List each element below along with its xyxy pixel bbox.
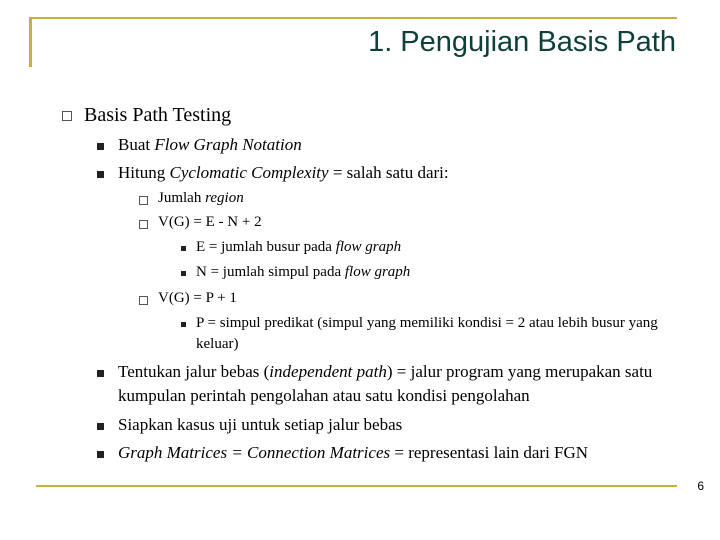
item-p-definition-line1: P = simpul predikat (simpul yang memiliki kondisi = 2 atau lebih busur yang <box>196 315 658 331</box>
item-tentukan-line2: kumpulan perintah pengolahan atau satu kondisi pengolahan <box>118 386 530 405</box>
item-siapkan: Siapkan kasus uji untuk setiap jalur bebas <box>118 415 403 434</box>
hollow-square-bullet-icon <box>139 196 148 205</box>
hollow-square-bullet-icon <box>62 111 72 121</box>
item-jumlah-region: Jumlah region <box>158 190 244 206</box>
slide-title: 1. Pengujian Basis Path <box>368 26 676 58</box>
footer-line <box>36 485 677 487</box>
item-e-definition: E = jumlah busur pada flow graph <box>196 239 402 255</box>
item-hitung: Hitung Cyclomatic Complexity = salah satu dari: <box>118 163 449 182</box>
filled-square-bullet-icon <box>97 143 104 150</box>
item-graph-matrices: Graph Matrices = Connection Matrices = representasi lain dari FGN <box>118 443 589 462</box>
tiny-square-bullet-icon <box>181 322 186 327</box>
filled-square-bullet-icon <box>97 423 104 430</box>
tiny-square-bullet-icon <box>181 271 186 276</box>
filled-square-bullet-icon <box>97 370 104 377</box>
tiny-square-bullet-icon <box>181 246 186 251</box>
frame-top-line <box>29 17 677 19</box>
filled-square-bullet-icon <box>97 171 104 178</box>
item-n-definition: N = jumlah simpul pada flow graph <box>196 264 411 280</box>
item-vg-formula-1: V(G) = E - N + 2 <box>158 214 262 230</box>
page-number: 6 <box>697 479 704 493</box>
item-buat: Buat Flow Graph Notation <box>118 135 302 154</box>
filled-square-bullet-icon <box>97 451 104 458</box>
frame-left-accent <box>29 17 32 67</box>
heading-basis-path: Basis Path Testing <box>84 104 232 126</box>
item-p-definition-line2: keluar) <box>196 336 239 352</box>
hollow-square-bullet-icon <box>139 296 148 305</box>
item-vg-formula-2: V(G) = P + 1 <box>158 290 237 306</box>
item-tentukan-line1: Tentukan jalur bebas (independent path) = jalur program yang merupakan satu <box>118 362 653 381</box>
hollow-square-bullet-icon <box>139 220 148 229</box>
